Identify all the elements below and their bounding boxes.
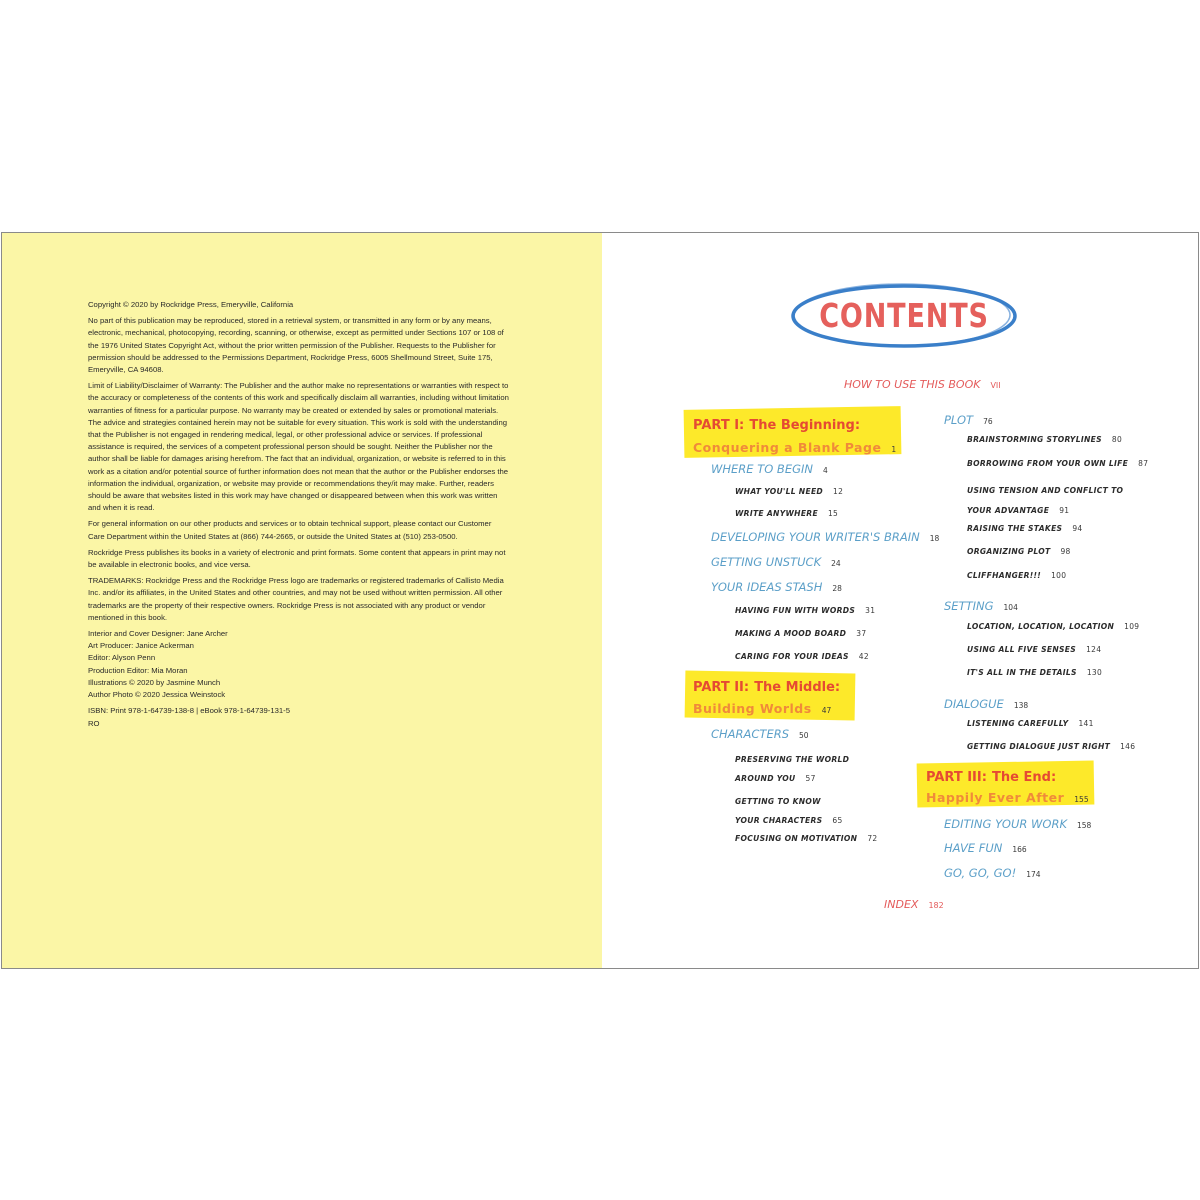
toc-label: DEVELOPING YOUR WRITER'S BRAIN (711, 530, 920, 544)
toc-page: 109 (1124, 622, 1140, 631)
toc-label: LOCATION, LOCATION, LOCATION (967, 622, 1115, 631)
toc-page: 124 (1086, 645, 1102, 654)
toc-label: BORROWING FROM YOUR OWN LIFE (967, 459, 1129, 468)
toc-page: 182 (928, 901, 944, 910)
toc-page: 31 (865, 606, 876, 615)
toc-label: WHERE TO BEGIN (711, 462, 813, 476)
toc-subentry[interactable] (735, 792, 843, 830)
credit-line: Production Editor: Mia Moran (88, 665, 188, 675)
toc-page: 87 (1138, 459, 1149, 468)
toc-page: 104 (1003, 603, 1018, 612)
toc-intro[interactable] (844, 378, 1001, 391)
toc-label: GETTING UNSTUCK (711, 555, 822, 569)
toc-label: PRESERVING THE WORLD (735, 755, 850, 764)
toc-page: 80 (1111, 435, 1123, 444)
toc-subentry[interactable] (735, 834, 877, 843)
credit-line: Author Photo © 2020 Jessica Weinstock (88, 690, 226, 700)
part2-page: 47 (821, 706, 832, 715)
toc-label: CARING FOR YOUR IDEAS (735, 652, 849, 661)
toc-subentry[interactable] (735, 487, 843, 496)
toc-page: 94 (1072, 524, 1083, 533)
toc-page: 4 (823, 466, 828, 475)
toc-page: 37 (856, 629, 867, 638)
toc-label: CHARACTERS (711, 727, 790, 741)
toc-page: 72 (867, 834, 878, 843)
trademarks: TRADEMARKS: Rockridge Press and the Rockridge Press logo are trademarks or registered trademarks of Callisto Media Inc. and/or its affiliates, in the United States and other countries, and may not be used without written permission. All other trademarks are the property of their respective owners. Rockridge Press is not associated with any product or vendor mentioned in this book. (88, 576, 504, 622)
toc-label: HOW TO USE THIS BOOK (844, 378, 981, 391)
toc-entry[interactable] (711, 580, 842, 594)
toc-subentry[interactable] (967, 435, 1122, 444)
part1-page: 1 (891, 445, 897, 454)
part1-subtitle-line (693, 437, 896, 456)
toc-page: 130 (1086, 668, 1103, 677)
toc-entry[interactable] (711, 462, 828, 476)
toc-label: USING ALL FIVE SENSES (967, 645, 1077, 654)
toc-page: VII (990, 381, 1001, 390)
toc-entry[interactable] (944, 697, 1028, 711)
toc-page: 42 (858, 652, 869, 661)
toc-entry[interactable] (944, 866, 1041, 880)
part2-number: PART II: (693, 680, 750, 695)
credit-line: Editor: Alyson Penn (88, 653, 156, 663)
toc-entry[interactable] (944, 413, 993, 427)
toc-subentry[interactable] (967, 622, 1139, 631)
credit-line: Interior and Cover Designer: Jane Archer (88, 629, 228, 639)
toc-page: 91 (1059, 506, 1070, 515)
copyright-line: Copyright © 2020 by Rockridge Press, Emeryville, California (88, 300, 294, 309)
contents-title: CONTENTS (819, 296, 989, 335)
toc-page: 146 (1120, 742, 1136, 751)
credit-line: Illustrations © 2020 by Jasmine Munch (88, 677, 221, 687)
toc-subentry[interactable] (967, 524, 1082, 533)
toc-label: BRAINSTORMING STORYLINES (967, 435, 1102, 444)
part2-heading[interactable] (693, 676, 840, 695)
toc-label: LISTENING CAREFULLY (967, 719, 1069, 728)
ro-code: RO (88, 718, 100, 728)
part2-subtitle: Building Worlds (693, 701, 812, 716)
part3-number: PART III: (926, 770, 987, 785)
toc-entry[interactable] (711, 530, 939, 544)
toc-page: 76 (983, 417, 993, 426)
toc-label: GETTING TO KNOW (735, 797, 821, 806)
toc-subentry[interactable] (735, 629, 866, 638)
toc-label: SETTING (944, 599, 994, 613)
toc-index[interactable] (884, 898, 944, 911)
toc-label: WHAT YOU'LL NEED (735, 487, 824, 496)
part3-subtitle: Happily Ever After (926, 790, 1065, 805)
toc-entry[interactable] (711, 727, 809, 741)
part1-subtitle: Conquering a Blank Page (693, 440, 882, 455)
toc-subentry[interactable] (735, 652, 869, 661)
part3-subtitle-line (926, 787, 1089, 806)
toc-subentry[interactable] (967, 645, 1101, 654)
toc-subentry[interactable] (967, 742, 1135, 751)
toc-label: INDEX (884, 898, 919, 911)
toc-page: 98 (1060, 547, 1071, 556)
toc-page: 166 (1012, 845, 1027, 854)
toc-subentry[interactable] (967, 668, 1102, 677)
toc-label: RAISING THE STAKES (967, 524, 1063, 533)
toc-page: 28 (832, 584, 842, 593)
toc-label: FOCUSING ON MOTIVATION (735, 834, 858, 843)
part3-heading[interactable] (926, 766, 1056, 785)
part3-page: 155 (1074, 795, 1089, 804)
toc-label-cont: AROUND YOU (735, 774, 796, 783)
toc-page: 57 (805, 774, 816, 783)
toc-label: USING TENSION AND CONFLICT TO (967, 486, 1124, 495)
part2-name: The Middle: (754, 680, 841, 695)
toc-page: 18 (929, 534, 940, 543)
toc-label-cont: YOUR ADVANTAGE (967, 506, 1050, 515)
toc-label: PLOT (944, 413, 974, 427)
toc-subentry[interactable] (967, 571, 1066, 580)
toc-label: IT'S ALL IN THE DETAILS (967, 668, 1077, 677)
toc-label: GETTING DIALOGUE JUST RIGHT (967, 742, 1111, 751)
toc-label: WRITE ANYWHERE (735, 509, 818, 518)
toc-page: 50 (799, 731, 809, 740)
toc-label: HAVE FUN (944, 841, 1003, 855)
part2-subtitle-line (693, 698, 831, 717)
toc-label: MAKING A MOOD BOARD (735, 629, 847, 638)
part1-heading[interactable] (693, 414, 860, 433)
toc-entry[interactable] (711, 555, 841, 569)
toc-subentry[interactable] (735, 509, 838, 518)
reproduction-notice: No part of this publication may be reproduced, stored in a retrieval system, or transmitted in any form or by any means, electronic, mechanical, photocopying, recording, scanning, or otherwise, except as permitted under Sections 107 or 108 of the 1976 United States Copyright Act, without the prior written permission of the Publisher. Requests to the Publisher for permission should be addressed to the Permissions Department, Rockridge Press, 6005 Shellmound Street, Suite 175, Emeryville, CA 94608. (88, 316, 504, 375)
copyright-text (88, 299, 510, 730)
formats-notice: Rockridge Press publishes its books in a variety of electronic and print formats. Some content that appears in print may not be available in electronic books, and vice versa. (88, 547, 506, 570)
toc-page: 174 (1026, 870, 1041, 879)
disclaimer: Limit of Liability/Disclaimer of Warranty: The Publisher and the author make no representations or warranties with respect to the accuracy or completeness of the contents of this work and specifically disclaim all warranties, including without limitation warranties of fitness for a particular purpose. No warranty may be created or extended by sales or promotional materials. The advice and strategies contained herein may not be suitable for every situation. This work is sold with the understanding that the Publisher is not engaged in rendering medical, legal, or other professional advice or services. If professional assistance is required, the services of a competent professional person should be sought. Neither the Publisher nor the author shall be liable for damages arising herefrom. The fact that an individual, organization, or website is referred to in this work as a citation and/or potential source of further information does not mean that the author or the Publisher endorses the information the individual, organization, or website may provide or recommendations they/it may make. Further, readers should be aware that websites listed in this work may have changed or disappeared between when this work was written and when it is read. (88, 381, 509, 513)
toc-page: 141 (1078, 719, 1094, 728)
copyright-page (2, 233, 602, 968)
contents-title-block (788, 280, 1020, 352)
toc-page: 15 (827, 509, 839, 518)
toc-page: 12 (833, 487, 844, 496)
toc-page: 24 (831, 559, 841, 568)
toc-label: CLIFFHANGER!!! (967, 571, 1042, 580)
isbn: ISBN: Print 978-1-64739-138-8 | eBook 978-1-64739-131-5 (88, 706, 290, 716)
toc-subentry[interactable] (967, 547, 1071, 556)
credit-line: Art Producer: Janice Ackerman (88, 641, 194, 651)
toc-subentry[interactable] (967, 459, 1148, 468)
toc-subentry[interactable] (735, 606, 875, 615)
toc-page: 138 (1013, 701, 1029, 710)
toc-label: GO, GO, GO! (944, 866, 1017, 880)
toc-entry[interactable] (944, 841, 1027, 855)
toc-page: 158 (1077, 821, 1092, 830)
toc-label: ORGANIZING PLOT (967, 547, 1051, 556)
part1-name: The Beginning: (749, 418, 861, 433)
toc-subentry[interactable] (735, 750, 849, 788)
toc-label: HAVING FUN WITH WORDS (735, 606, 856, 615)
toc-label-cont: YOUR CHARACTERS (735, 816, 823, 825)
toc-entry[interactable] (944, 817, 1091, 831)
credits (88, 628, 510, 701)
toc-page: 65 (832, 816, 843, 825)
customer-care: For general information on our other products and services or to obtain technical support, please contact our Customer Care Department within the United States at (866) 744-2665, or outside the United States at (510) 253-0500. (88, 519, 492, 541)
toc-page: 100 (1051, 571, 1067, 580)
toc-label: YOUR IDEAS STASH (711, 580, 823, 594)
toc-label: EDITING YOUR WORK (944, 817, 1067, 831)
toc-subentry[interactable] (967, 481, 1123, 521)
toc-label: DIALOGUE (944, 697, 1004, 711)
toc-entry[interactable] (944, 599, 1018, 613)
part1-number: PART I: (693, 418, 745, 433)
part3-name: The End: (992, 770, 1057, 785)
toc-subentry[interactable] (967, 719, 1094, 728)
